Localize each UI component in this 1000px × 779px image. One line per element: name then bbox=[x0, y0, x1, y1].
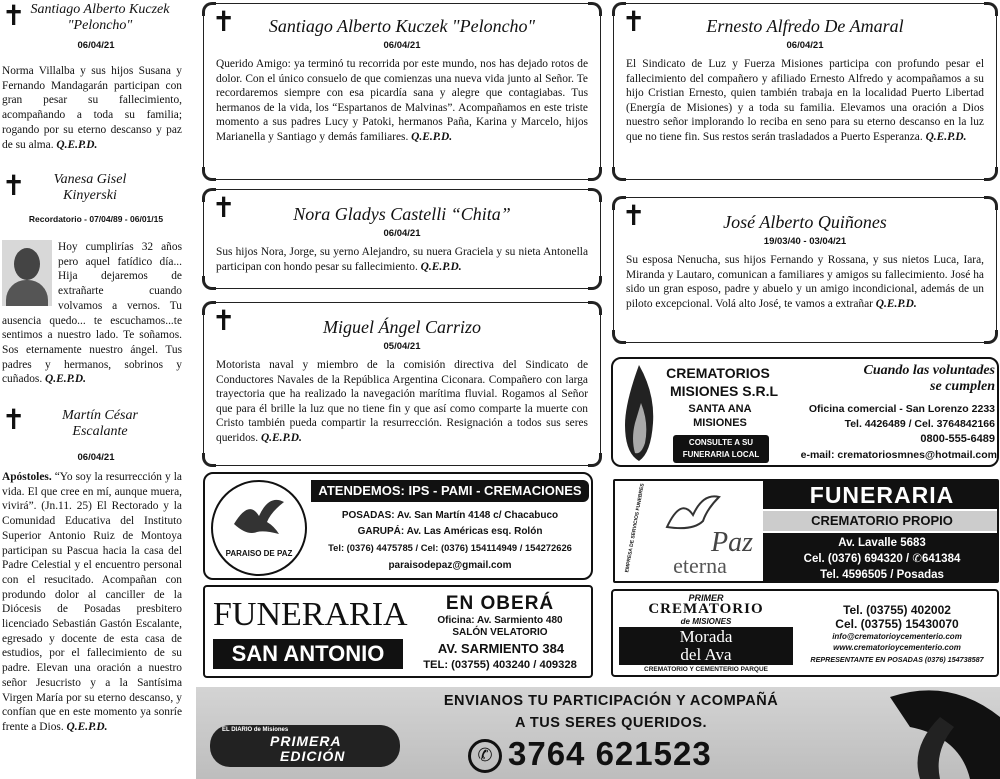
ad-address-box bbox=[763, 533, 999, 583]
ad-rep: REPRESENTANTE EN POSADAS (0376) 154738587 bbox=[810, 655, 984, 664]
ad-paz-eterna bbox=[613, 479, 999, 583]
notice-date: 19/03/40 - 03/04/21 bbox=[763, 236, 847, 247]
ad-crematorios-misiones bbox=[611, 357, 999, 467]
ad-office: Oficina: Av. Sarmiento 480 bbox=[437, 615, 563, 626]
ad-free-line: 0800-555-6489 bbox=[920, 433, 995, 445]
banner-phone: 3764 621523 bbox=[508, 735, 712, 772]
ad-line: GARUPÁ: Av. Las Américas esq. Rolón bbox=[357, 526, 543, 537]
notice-date: 05/04/21 bbox=[383, 341, 421, 352]
ad-email: paraisodepaz@gmail.com bbox=[388, 560, 512, 571]
ad-sub: de MISIONES bbox=[680, 617, 732, 626]
ad-cel: Cel. (0376) 694320 / ✆641384 bbox=[803, 553, 961, 565]
ad-title: MISIONES S.R.L bbox=[669, 383, 779, 399]
ad-banner: ATENDEMOS: IPS - PAMI - CREMACIONES bbox=[311, 480, 589, 502]
brand-name: PRIMERA bbox=[270, 733, 342, 749]
brand-logo bbox=[210, 725, 400, 767]
notice-name: Vanesa Gisel Kinyerski bbox=[53, 172, 127, 203]
ad-line: Tel: (0376) 4475785 / Cel: (0376) 154114949 / 154272626 bbox=[328, 542, 572, 553]
notice-card bbox=[613, 197, 997, 343]
brand-name: EDICIÓN bbox=[280, 748, 346, 764]
ad-title: CREMATORIOS bbox=[666, 365, 770, 381]
cross-icon: ✝ bbox=[2, 0, 26, 32]
notice-date: 06/04/21 bbox=[383, 228, 421, 239]
cross-icon: ✝ bbox=[212, 191, 236, 224]
ad-web: www.crematorioycementerio.com bbox=[833, 643, 961, 652]
ad-funeraria-san-antonio bbox=[203, 585, 593, 678]
notice-card bbox=[203, 189, 601, 289]
ad-hall: SALÓN VELATORIO bbox=[452, 627, 548, 638]
ad-title: CREMATORIO bbox=[648, 601, 764, 617]
notice-date: 06/04/21 bbox=[383, 40, 421, 51]
cross-icon: ✝ bbox=[2, 169, 26, 202]
logo-text: Paz bbox=[711, 527, 753, 558]
left-column bbox=[0, 0, 192, 779]
flame-icon bbox=[619, 363, 659, 463]
notice-date: 06/04/21 bbox=[786, 40, 824, 51]
notice-text: Apóstoles. “Yo soy la resurrección y la vida. El que cree en mí, aunque muera, vivirá”. (Jn.11. 25) El Rectorado y la Comunidad Educativa del Instituto Superior Antonio Ruiz de Montoya participan su Pascua hacia la casa del Padre Celestial y el encuentro personal con el resucitado. Acompañan con produndo dolor al canciller de la Diócesis de Posadas presbitero licenciado Sebastián Gastón Escalante, egresado y docente de esta casa de estudios, por el fallecimiento de su padre. Elevan una oración a nuestro señor Jesucristo y a la Santísima Virgen María por su eterno descanso, y confían que en este momento ya sonríe frente a Dios. Q.E.P.D. bbox=[2, 471, 182, 733]
ad-slogan: se cumplen bbox=[930, 379, 995, 394]
notice-card bbox=[203, 3, 601, 180]
whatsapp-icon: ✆ bbox=[468, 739, 502, 773]
notice-name: Nora Gladys Castelli “Chita” bbox=[293, 204, 511, 224]
ad-place: SANTA ANA bbox=[688, 403, 752, 415]
ad-location: EN OBERÁ bbox=[445, 593, 555, 614]
notice-name: Martín César Escalante bbox=[62, 408, 138, 439]
ad-subtitle: CREMATORIO PROPIO bbox=[763, 511, 999, 531]
notice-text: Querido Amigo: ya terminó tu recorrida por este mundo, nos has dejado rotos de dolor. Con el único consuelo de que comienzas una nueva vida junto al Señor. Te recordaremos siempre con esa picardía sana y alegre que contagiabas. Tus hermanos de la vida, los “Espartanos de Malvinas”. Acompañamos en este triste momento a sus padres Lucy y Patoki, hermanos Paña, Karina y Marcelo, hijos Marianella y Santiago y demás familiares. Q.E.P.D. bbox=[216, 58, 588, 143]
ad-cel: Cel. (03755) 15430070 bbox=[835, 617, 959, 631]
banner-line: A TUS SERES QUERIDOS. bbox=[514, 715, 708, 731]
primera-edicion-banner bbox=[196, 687, 1000, 779]
ad-footer: CREMATORIO Y CEMENTERIO PARQUE bbox=[644, 666, 768, 673]
ad-paraiso-de-paz bbox=[203, 472, 593, 580]
dove-icon bbox=[229, 494, 289, 544]
notice-text: Sus hijos Nora, Jorge, su yerno Alejandro, su nuera Graciela y su nieta Antonella participan con hondo pesar su fallecimiento. Q.E.P.D. bbox=[216, 246, 588, 273]
notice-date: 06/04/21 bbox=[77, 452, 115, 463]
notice-card bbox=[613, 3, 997, 180]
ad-line: POSADAS: Av. San Martín 4148 c/ Chacabuco bbox=[341, 510, 559, 521]
ad-address: AV. SARMIENTO 384 bbox=[437, 641, 565, 656]
cross-icon: ✝ bbox=[622, 199, 646, 232]
notice-card bbox=[203, 302, 601, 466]
ad-tel: Tel. 4426489 / Cel. 3764842166 bbox=[844, 418, 995, 430]
ad-email: e-mail: crematoriosmnes@hotmail.com bbox=[800, 449, 997, 461]
notice-date: Recordatorio - 07/04/89 - 06/01/15 bbox=[28, 214, 164, 224]
ad-morada-del-ava bbox=[611, 589, 999, 677]
cross-icon: ✝ bbox=[212, 5, 236, 38]
notice-text: Motorista naval y miembro de la comisión directiva del Sindicato de Conductores Navales de la República Argentina Ciconara. Compañero con larga trayectoria que ha realizado la navegación marítima fluvial. Rogamos al Señor que para él brille la luz que no tiene fin y que así como comparte la muerte con Cristo también pueda compartir la resurrección. Resignación a todos sus seres queridos. Q.E.P.D. bbox=[216, 359, 588, 444]
cross-icon: ✝ bbox=[622, 5, 646, 38]
notice-name: Miguel Ángel Carrizo bbox=[323, 317, 481, 337]
ad-title: FUNERARIA bbox=[763, 481, 999, 509]
whatsapp-icon: ✆ bbox=[912, 553, 922, 565]
ad-place: MISIONES bbox=[693, 417, 747, 429]
banner-line: ENVIANOS TU PARTICIPACIÓN Y ACOMPAÑÁ bbox=[443, 693, 779, 709]
ad-phone: TEL: (03755) 403240 / 409328 bbox=[423, 659, 577, 671]
ad-title-box: SAN ANTONIO bbox=[213, 639, 403, 669]
logo-text: PARAISO DE PAZ bbox=[225, 549, 293, 558]
ad-consult-badge: CONSULTE A SU FUNERARIA LOCAL bbox=[673, 435, 769, 463]
notice-text: El Sindicato de Luz y Fuerza Misiones participa con profundo pesar el fallecimiento del compañero y afiliado Ernesto Alfredo y acompañamos a su hijo Cristian Ernesto, quien también trabaja en la localidad Puerto Libertad (Energía de Misiones) y a toda su familia. Elevamos una oración a Dios nuestro señor implorando lo reciba en seno para su eterno descanso en la luz que no tiene fin. Sus restos serán trasladados a Puerto Esperanza. Q.E.P.D. bbox=[626, 58, 984, 143]
ad-arc-text: EMPRESA DE SERVICIOS FUNEBRES bbox=[624, 483, 646, 573]
ad-slogan: Cuando las voluntades bbox=[863, 363, 995, 378]
notice-text: Su esposa Nenucha, sus hijos Fernando y Rossana, y sus nietos Luca, Iara, Miranda y Lautaro, comunican a familiares y amigos su fallecimiento. José ha sido un gran esposo, padre y abuelo y un amigo incondicional, además de un piloto excepcional. Volá alto José, te vamos a extrañar Q.E.P.D. bbox=[626, 254, 984, 310]
cross-icon: ✝ bbox=[212, 304, 236, 337]
notice-date: 06/04/21 bbox=[77, 40, 115, 51]
logo-text: eterna bbox=[673, 553, 727, 578]
notice-name: Santiago Alberto Kuczek "Peloncho" bbox=[30, 2, 170, 33]
brand-small: EL DIARIO de Misiones bbox=[222, 727, 289, 733]
notice-name: Santiago Alberto Kuczek "Peloncho" bbox=[268, 16, 536, 36]
cross-icon: ✝ bbox=[2, 403, 26, 436]
ad-title: FUNERARIA bbox=[213, 596, 408, 633]
notice-text: Norma Villalba y sus hijos Susana y Fernando Mandagarán participan con gran pesar su fallecimiento, acompañando a toda su familia; rogando por su eterno descanso y paz de su alma. Q.E.P.D. bbox=[2, 65, 182, 151]
ad-tel: Tel. 4596505 / Posadas bbox=[820, 569, 944, 581]
notice-text: Hoy cumplirías 32 años pero aquel fatídico día... Hija dejaremos de extrañarte cuando volvamos a vernos. Tu ausencia quedo... te escuchamos...te sentimos a nuestro lado. Te soñamos. Sos eternamente nuestro ángel. Tus padres y hermanos, sobrinos y cuñados. Q.E.P.D. bbox=[2, 241, 182, 386]
ad-name-box: Morada del Ava bbox=[619, 627, 793, 665]
ad-email: info@crematorioycementerio.com bbox=[832, 632, 962, 641]
ad-tel: Tel. (03755) 402002 bbox=[843, 603, 951, 617]
notice-name: Ernesto Alfredo De Amaral bbox=[706, 16, 904, 36]
ad-primer: PRIMER bbox=[688, 593, 724, 603]
ad-address: Av. Lavalle 5683 bbox=[838, 537, 926, 549]
notice-name: José Alberto Quiñones bbox=[723, 212, 887, 232]
ad-office: Oficina comercial - San Lorenzo 2233 bbox=[808, 403, 995, 415]
mourning-ribbon-icon bbox=[850, 687, 1000, 779]
dove-logo bbox=[211, 480, 307, 576]
